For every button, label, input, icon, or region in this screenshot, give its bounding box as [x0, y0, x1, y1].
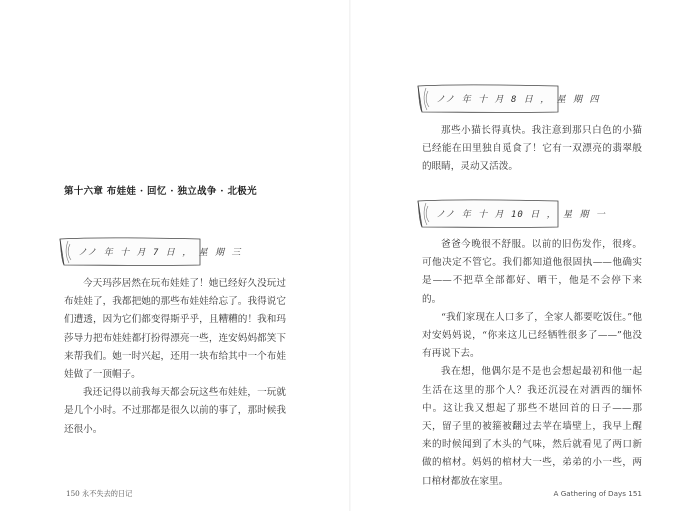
chapter-title: 第十六章 布娃娃 · 回忆 · 独立战争 · 北极光 [64, 186, 257, 197]
diary-date: ノノ 年 十 月 10 日 ， 星 期 一 [436, 210, 606, 220]
right-body-text-2 [422, 236, 642, 491]
diary-date: ノノ 年 十 月 8 日 ， 星 期 四 [436, 95, 600, 105]
date-label-tag [414, 82, 600, 116]
paragraph: 我还记得以前我每天都会玩这些布娃娃，一玩就是几个小时。不过那都是很久以前的事了，那时候我还很小。 [64, 387, 286, 435]
diary-date: ノノ 年 十 月 7 日 ， 星 期 三 [78, 248, 242, 258]
page-footer-left: 150 永不失去的日记 [66, 489, 133, 498]
paragraph: 今天玛莎居然在玩布娃娃了！她已经好久没玩过布娃娃了，我都把她的那些布娃娃给忘了。我得说它们遭透，因为它们都变得斯乎乎，且糟糟的！我和玛莎导力把布娃娃都打扮得漂亮一些，连安妈妈都笑下来帮我们。她一时兴起，还用一块布给其中一个布娃娃做了一顶帽子。 [64, 278, 286, 381]
left-body-text [64, 275, 286, 439]
paragraph: 那些小猫长得真快。我注意到那只白色的小猫已经能在田里独自觅食了！它有一双漂亮的翡翠般的眼睛，灵动又活泼。 [422, 125, 642, 173]
paragraph: 爸爸今晚很不舒服。以前的旧伤发作，很疼。可他决定不管它。我们都知道他很固执——他确实是——不把草全部都好、晒干，他是不会停下来的。 [422, 239, 642, 305]
right-body-text-1 [422, 122, 642, 177]
paragraph: 我在想，他偶尔是不是也会想起最初和他一起生活在这里的那个人？我还沉浸在对洒西的缅怀中。这让我又想起了那些不堪回首的日子——那天，留子里的被箍被翻过去苹在墙壁上，我早上醒来的时候闻到了木头的气味，然后就看见了两口新做的棺材。妈妈的棺材大一些，弟弟的小一些，两口棺材都放在家里。 [422, 366, 642, 487]
paragraph: “我们家现在人口多了，全家人都要吃饭住。”他对安妈妈说，“你来这儿已经牺牲很多了——”他没有再说下去。 [422, 311, 642, 360]
date-label-tag [56, 235, 242, 269]
page-footer-right: A Gathering of Days 151 [553, 489, 642, 498]
right-page [350, 0, 700, 511]
date-label-tag [414, 197, 606, 231]
